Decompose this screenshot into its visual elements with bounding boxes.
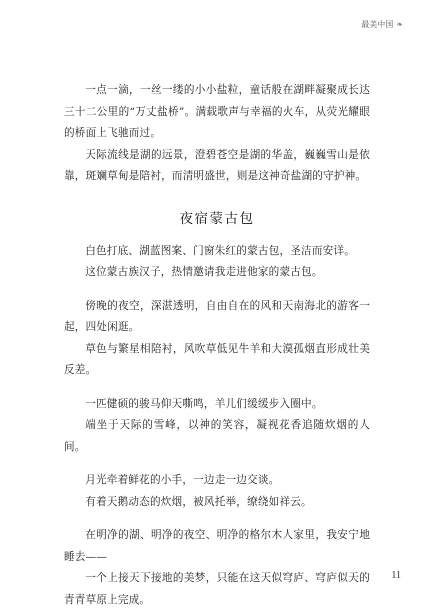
paragraph-group <box>64 241 370 284</box>
paragraph-group <box>64 296 370 382</box>
paragraph-group <box>64 525 370 611</box>
paragraph: 有着天鹅动态的炊烟，被风托举，缭绕如祥云。 <box>85 495 312 508</box>
paragraph: 草色与繁星相陪衬，风吹草低见牛羊和大漠孤烟直形成壮美反差。 <box>64 342 370 376</box>
paragraph-group <box>64 394 370 459</box>
stanza-break <box>64 513 370 525</box>
paragraph: 一点一滴，一丝一缕的小小盐粒，童话般在湖畔凝聚成长达三十二公里的“万丈盐桥”。满载歌声与幸福的火车，从荧光耀眼的桥面上飞驰而过。 <box>64 84 370 139</box>
running-header-title: 最美中国 <box>361 20 394 29</box>
running-header <box>361 19 403 30</box>
paragraph: 白色打底、湖蓝图案、门窗朱红的蒙古包，圣洁而安详。 <box>85 244 356 257</box>
page-number: 11 <box>391 570 401 581</box>
stanza-break <box>64 284 370 296</box>
paragraph: 在明净的湖、明净的夜空、明净的格尔木人家里，我安宁地睡去—— <box>64 529 370 563</box>
paragraph: 傍晚的夜空，深湛透明，自由自在的风和天南海北的游客一起，四处闲逛。 <box>64 299 370 333</box>
paragraph: 端坐于天际的雪峰，以神的笑容，凝视花香追随炊烟的人间。 <box>64 419 370 453</box>
stanza-break <box>64 458 370 470</box>
leaf-ornament-icon: ❧ <box>396 20 403 29</box>
page-body <box>64 80 370 611</box>
paragraph: 一匹健硕的骏马仰天嘶鸣，羊儿们缓缓步入圈中。 <box>85 397 323 410</box>
paragraph: 月光牵着鲜花的小手，一边走一边交谈。 <box>85 474 280 486</box>
paragraph: 天际流线是湖的远景，澄碧苍空是湖的华盖，巍巍雪山是依靠，斑斓草甸是陪衬，而清明盛世，则是这神奇盐湖的守护神。 <box>64 148 370 182</box>
section-title: 夜宿蒙古包 <box>179 210 255 227</box>
stanza-break <box>64 382 370 394</box>
paragraph-group <box>64 470 370 513</box>
paragraph: 这位蒙古族汉子，热情邀请我走进他家的蒙古包。 <box>85 266 323 278</box>
paragraph: 一个上接天下接地的美梦，只能在这天似穹庐、穹庐似天的青青草原上完成。 <box>64 572 370 606</box>
